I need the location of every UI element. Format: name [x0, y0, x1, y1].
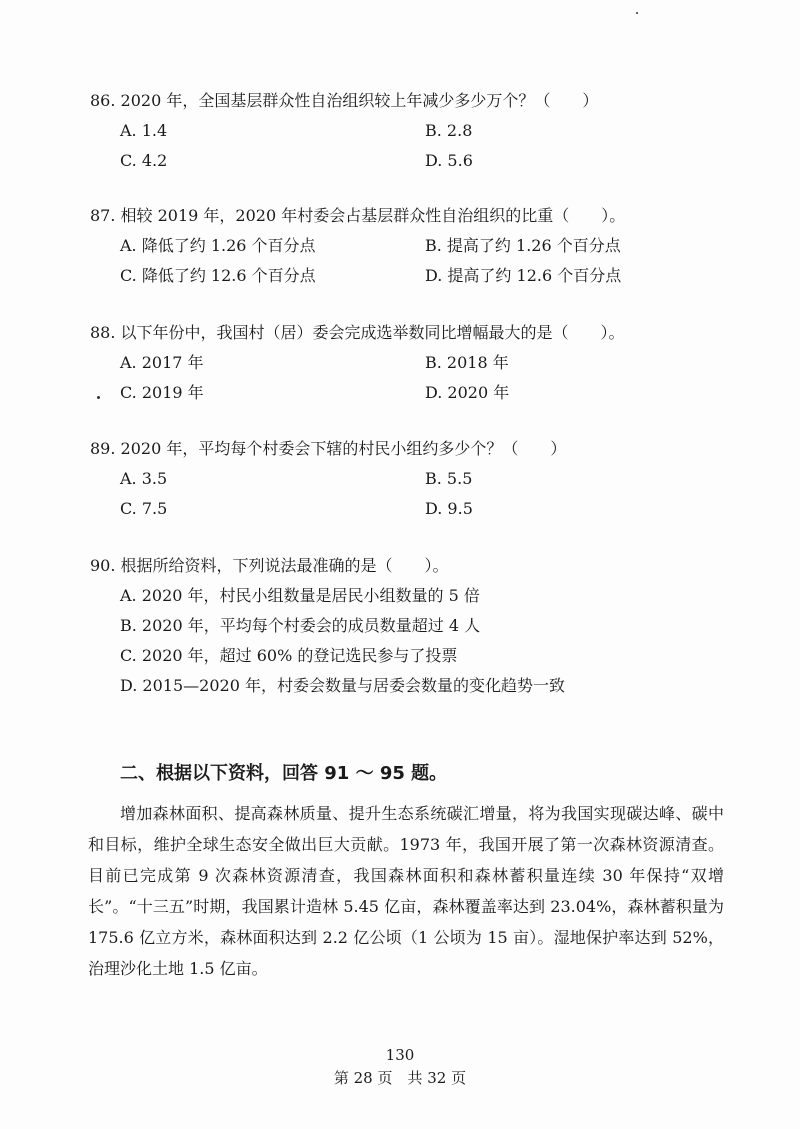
material-paragraph: 增加森林面积、提高森林质量、提升生态系统碳汇增量，将为我国实现碳达峰、碳中和目标，维护全球生态安全做出巨大贡献。1973 年，我国开展了第一次森林资源清查。目前已完成第 9 次森林资源清查，我国森林面积和森林蓄积量连续 30 年保持“双增长”。“十三五”时期，我国累计造林 5.45 亿亩，森林覆盖率达到 23.04%，森林蓄积量为 175.6 亿立方米，森林面积达到 2.2 亿公顷（1 公顷为 15 亩）。湿地保护率达到 52%，治理沙化土地 1.5 亿亩。	[88, 804, 724, 978]
question-stem: 87. 相较 2019 年，2020 年村委会占基层群众性自治组织的比重（ ）。	[90, 206, 626, 225]
question-88	[90, 322, 730, 412]
option-c[interactable]: C. 2020 年，超过 60% 的登记选民参与了投票	[120, 646, 458, 665]
option-a[interactable]: A. 3.5	[120, 469, 168, 488]
question-90	[90, 555, 730, 705]
option-c[interactable]: C. 4.2	[120, 151, 168, 170]
option-b[interactable]: B. 2.8	[425, 121, 473, 140]
option-c[interactable]: C. 2019 年	[120, 383, 204, 402]
option-b[interactable]: B. 2018 年	[425, 353, 509, 372]
scan-speck	[636, 12, 638, 14]
question-stem: 88. 以下年份中，我国村（居）委会完成选举数同比增幅最大的是（ ）。	[90, 323, 625, 342]
option-c[interactable]: C. 7.5	[120, 499, 168, 518]
option-d[interactable]: D. 提高了约 12.6 个百分点	[425, 266, 622, 285]
option-d[interactable]: D. 9.5	[425, 499, 473, 518]
option-d[interactable]: D. 2020 年	[425, 383, 510, 402]
option-d[interactable]: D. 5.6	[425, 151, 473, 170]
scan-speck	[97, 396, 100, 399]
question-stem: 90. 根据所给资料，下列说法最准确的是（ ）。	[90, 556, 449, 575]
option-a[interactable]: A. 降低了约 1.26 个百分点	[120, 236, 316, 255]
option-grid	[120, 120, 730, 180]
option-a[interactable]: A. 2020 年，村民小组数量是居民小组数量的 5 倍	[120, 586, 480, 605]
option-grid	[120, 468, 730, 528]
page-info: 第 28 页 共 32 页	[333, 1069, 467, 1087]
question-87	[90, 205, 730, 295]
question-89	[90, 438, 730, 528]
page-number: 130	[385, 1046, 415, 1064]
question-stem: 86. 2020 年，全国基层群众性自治组织较上年减少多少万个？（ ）	[90, 91, 599, 110]
option-c[interactable]: C. 降低了约 12.6 个百分点	[120, 266, 316, 285]
option-b[interactable]: B. 提高了约 1.26 个百分点	[425, 236, 621, 255]
section-heading: 二、根据以下资料，回答 91 ～ 95 题。	[120, 763, 448, 784]
option-b[interactable]: B. 5.5	[425, 469, 473, 488]
option-list	[120, 585, 730, 705]
option-grid	[120, 352, 730, 412]
question-86	[90, 90, 730, 180]
option-a[interactable]: A. 2017 年	[120, 353, 204, 372]
question-stem: 89. 2020 年，平均每个村委会下辖的村民小组约多少个？（ ）	[90, 439, 567, 458]
option-a[interactable]: A. 1.4	[120, 121, 168, 140]
option-d[interactable]: D. 2015—2020 年，村委会数量与居委会数量的变化趋势一致	[120, 676, 565, 695]
option-b[interactable]: B. 2020 年，平均每个村委会的成员数量超过 4 人	[120, 616, 481, 635]
option-grid	[120, 235, 730, 295]
